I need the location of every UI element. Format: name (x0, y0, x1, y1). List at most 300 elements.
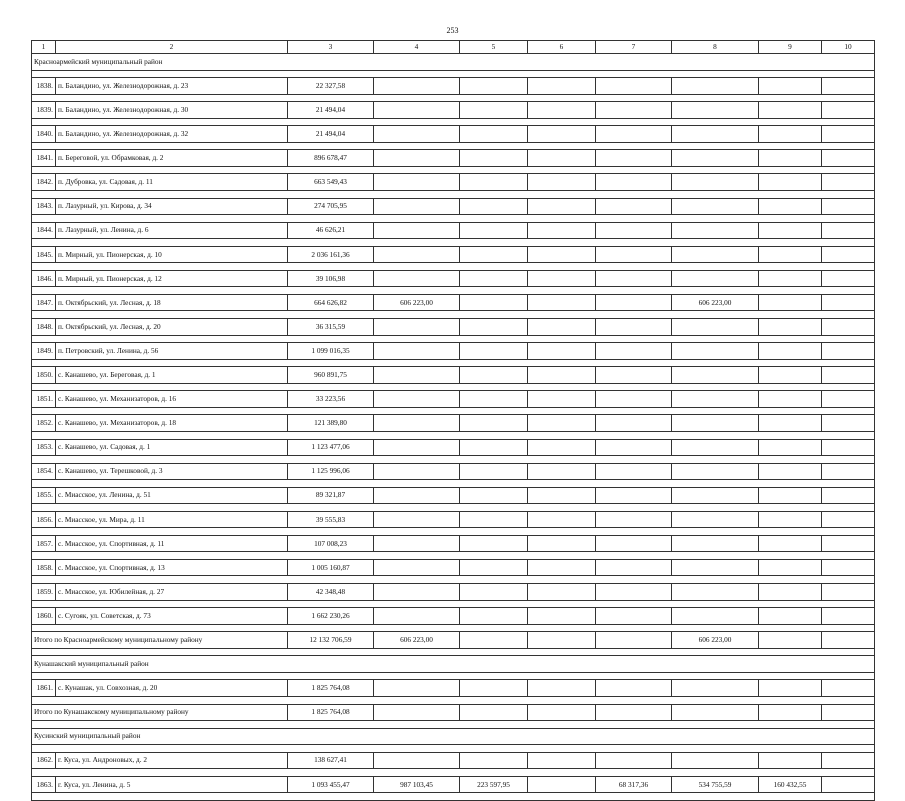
row-value-c3: 2 036 161,36 (288, 246, 374, 263)
column-header: 2 (56, 41, 288, 54)
row-value-c5 (460, 222, 528, 239)
row-value-c6 (528, 150, 596, 167)
row-value-c4 (374, 78, 460, 95)
row-address: п. Береговой, ул. Обрамковая, д. 2 (56, 150, 288, 167)
total-value-c7 (596, 632, 672, 649)
row-address: с. Канашево, ул. Береговая, д. 1 (56, 367, 288, 384)
spacer-row (32, 745, 875, 753)
total-value-c9 (759, 632, 822, 649)
row-number: 1851. (32, 391, 56, 408)
row-value-c3: 663 549,43 (288, 174, 374, 191)
spacer-row (32, 672, 875, 680)
row-value-c10 (822, 535, 875, 552)
table-row (32, 198, 875, 215)
spacer-row (32, 528, 875, 536)
row-value-c9 (759, 584, 822, 601)
row-number: 1849. (32, 343, 56, 360)
spacer-row (32, 721, 875, 729)
table-row (32, 608, 875, 625)
spacer-cell (32, 552, 875, 560)
row-value-c7 (596, 367, 672, 384)
row-value-c4 (374, 319, 460, 336)
row-address: с. Сугояк, ул. Советская, д. 73 (56, 608, 288, 625)
row-value-c4 (374, 126, 460, 143)
row-value-c5 (460, 198, 528, 215)
row-value-c9 (759, 102, 822, 119)
row-value-c9 (759, 391, 822, 408)
spacer-cell (32, 287, 875, 295)
row-number: 1843. (32, 198, 56, 215)
row-number: 1850. (32, 367, 56, 384)
row-value-c6 (528, 776, 596, 793)
row-value-c9 (759, 246, 822, 263)
row-value-c5 (460, 415, 528, 432)
row-value-c4 (374, 174, 460, 191)
row-value-c7 (596, 174, 672, 191)
row-value-c10 (822, 487, 875, 504)
row-value-c9 (759, 150, 822, 167)
row-value-c7 (596, 78, 672, 95)
row-value-c7 (596, 102, 672, 119)
row-value-c5 (460, 463, 528, 480)
section-title: Кусинский муниципальный район (32, 728, 875, 745)
row-address: п. Баландино, ул. Железнодорожная, д. 23 (56, 78, 288, 95)
row-value-c9 (759, 198, 822, 215)
row-value-c7 (596, 246, 672, 263)
row-value-c9 (759, 463, 822, 480)
row-value-c10 (822, 270, 875, 287)
row-value-c7 (596, 535, 672, 552)
row-value-c5 (460, 78, 528, 95)
table-row (32, 439, 875, 456)
row-value-c3: 121 389,80 (288, 415, 374, 432)
row-address: с. Кунашак, ул. Совхозная, д. 20 (56, 680, 288, 697)
row-value-c10 (822, 776, 875, 793)
row-value-c4 (374, 343, 460, 360)
column-header: 10 (822, 41, 875, 54)
spacer-row (32, 335, 875, 343)
row-value-c5 (460, 535, 528, 552)
row-value-c6 (528, 752, 596, 769)
spacer-row (32, 431, 875, 439)
row-value-c6 (528, 415, 596, 432)
row-value-c8 (672, 126, 759, 143)
row-value-c7 (596, 439, 672, 456)
total-value-c7 (596, 704, 672, 721)
table-row (32, 415, 875, 432)
section-title: Красноармейский муниципальный район (32, 54, 875, 71)
row-address: п. Октябрьский, ул. Лесная, д. 20 (56, 319, 288, 336)
row-value-c5 (460, 752, 528, 769)
spacer-row (32, 552, 875, 560)
row-value-c5: 223 597,95 (460, 776, 528, 793)
table-row (32, 680, 875, 697)
spacer-cell (32, 624, 875, 632)
spacer-cell (32, 335, 875, 343)
row-value-c10 (822, 463, 875, 480)
row-value-c4 (374, 246, 460, 263)
row-number: 1841. (32, 150, 56, 167)
row-value-c3: 21 494,04 (288, 102, 374, 119)
row-value-c10 (822, 415, 875, 432)
row-value-c7 (596, 198, 672, 215)
row-value-c6 (528, 174, 596, 191)
row-address: п. Октябрьский, ул. Лесная, д. 18 (56, 294, 288, 311)
spacer-cell (32, 239, 875, 247)
row-value-c4 (374, 198, 460, 215)
spacer-row (32, 383, 875, 391)
total-row (32, 704, 875, 721)
row-number: 1842. (32, 174, 56, 191)
row-address: п. Лазурный, ул. Кирова, д. 34 (56, 198, 288, 215)
row-value-c3: 138 627,41 (288, 752, 374, 769)
row-value-c3: 36 315,59 (288, 319, 374, 336)
spacer-row (32, 287, 875, 295)
row-value-c8 (672, 391, 759, 408)
row-value-c5 (460, 511, 528, 528)
spacer-row (32, 311, 875, 319)
row-value-c4 (374, 102, 460, 119)
row-value-c9 (759, 415, 822, 432)
table-row (32, 150, 875, 167)
row-address: с. Миасское, ул. Ленина, д. 51 (56, 487, 288, 504)
total-value-c4: 606 223,00 (374, 632, 460, 649)
section-header-row (32, 54, 875, 71)
row-value-c10 (822, 222, 875, 239)
row-value-c8 (672, 608, 759, 625)
row-value-c7 (596, 126, 672, 143)
row-value-c5 (460, 150, 528, 167)
row-value-c9 (759, 294, 822, 311)
row-value-c6 (528, 511, 596, 528)
spacer-cell (32, 118, 875, 126)
spacer-row (32, 94, 875, 102)
row-number: 1838. (32, 78, 56, 95)
row-value-c8 (672, 222, 759, 239)
row-value-c10 (822, 367, 875, 384)
spacer-cell (32, 696, 875, 704)
row-value-c7 (596, 559, 672, 576)
section-header-row (32, 728, 875, 745)
row-value-c10 (822, 174, 875, 191)
row-value-c4 (374, 439, 460, 456)
row-value-c7 (596, 511, 672, 528)
table-row (32, 487, 875, 504)
spacer-row (32, 793, 875, 801)
row-value-c8 (672, 415, 759, 432)
table-row (32, 102, 875, 119)
row-value-c4 (374, 584, 460, 601)
row-address: с. Миасское, ул. Юбилейная, д. 27 (56, 584, 288, 601)
row-value-c8 (672, 559, 759, 576)
row-value-c9 (759, 174, 822, 191)
row-value-c7 (596, 319, 672, 336)
row-value-c6 (528, 270, 596, 287)
row-value-c10 (822, 559, 875, 576)
row-number: 1845. (32, 246, 56, 263)
row-value-c10 (822, 608, 875, 625)
row-value-c5 (460, 559, 528, 576)
row-value-c8 (672, 343, 759, 360)
row-value-c5 (460, 439, 528, 456)
row-value-c10 (822, 319, 875, 336)
row-value-c5 (460, 391, 528, 408)
row-address: г. Куса, ул. Ленина, д. 5 (56, 776, 288, 793)
row-value-c8 (672, 367, 759, 384)
row-value-c10 (822, 511, 875, 528)
spacer-cell (32, 407, 875, 415)
repair-cost-table (31, 40, 875, 801)
row-value-c6 (528, 126, 596, 143)
row-number: 1848. (32, 319, 56, 336)
total-value-c9 (759, 704, 822, 721)
spacer-row (32, 600, 875, 608)
spacer-cell (32, 528, 875, 536)
column-header: 6 (528, 41, 596, 54)
row-value-c10 (822, 294, 875, 311)
total-value-c10 (822, 632, 875, 649)
row-value-c3: 21 494,04 (288, 126, 374, 143)
total-value-c6 (528, 704, 596, 721)
row-value-c5 (460, 680, 528, 697)
table-row (32, 246, 875, 263)
row-value-c8 (672, 752, 759, 769)
row-value-c4 (374, 270, 460, 287)
row-value-c6 (528, 294, 596, 311)
row-address: п. Баландино, ул. Железнодорожная, д. 30 (56, 102, 288, 119)
row-value-c5 (460, 319, 528, 336)
row-value-c10 (822, 584, 875, 601)
table-row (32, 78, 875, 95)
total-label: Итого по Красноармейскому муниципальному району (32, 632, 288, 649)
row-value-c6 (528, 343, 596, 360)
row-value-c7 (596, 463, 672, 480)
row-value-c6 (528, 487, 596, 504)
row-value-c3: 1 005 160,87 (288, 559, 374, 576)
row-number: 1860. (32, 608, 56, 625)
row-value-c8 (672, 511, 759, 528)
spacer-row (32, 576, 875, 584)
section-title: Кунашакский муниципальный район (32, 656, 875, 673)
row-number: 1853. (32, 439, 56, 456)
row-value-c7: 68 317,36 (596, 776, 672, 793)
row-number: 1839. (32, 102, 56, 119)
row-value-c7 (596, 680, 672, 697)
row-value-c6 (528, 559, 596, 576)
row-value-c9 (759, 439, 822, 456)
row-value-c3: 1 093 455,47 (288, 776, 374, 793)
column-header: 5 (460, 41, 528, 54)
spacer-row (32, 504, 875, 512)
table-row (32, 294, 875, 311)
row-address: с. Миасское, ул. Спортивная, д. 11 (56, 535, 288, 552)
row-value-c7 (596, 150, 672, 167)
table-row (32, 270, 875, 287)
row-value-c10 (822, 680, 875, 697)
row-address: с. Канашево, ул. Механизаторов, д. 16 (56, 391, 288, 408)
spacer-row (32, 166, 875, 174)
spacer-row (32, 142, 875, 150)
row-value-c10 (822, 439, 875, 456)
row-address: с. Канашево, ул. Механизаторов, д. 18 (56, 415, 288, 432)
row-number: 1862. (32, 752, 56, 769)
row-value-c6 (528, 680, 596, 697)
page-number: 253 (446, 26, 459, 35)
row-number: 1844. (32, 222, 56, 239)
row-value-c3: 1 125 996,06 (288, 463, 374, 480)
spacer-row (32, 239, 875, 247)
row-value-c3: 1 662 230,26 (288, 608, 374, 625)
spacer-cell (32, 383, 875, 391)
table-row (32, 319, 875, 336)
row-value-c3: 33 223,56 (288, 391, 374, 408)
row-value-c6 (528, 463, 596, 480)
row-address: п. Дубровка, ул. Садовая, д. 11 (56, 174, 288, 191)
row-value-c9 (759, 270, 822, 287)
row-value-c8 (672, 174, 759, 191)
row-value-c8 (672, 439, 759, 456)
row-value-c4: 606 223,00 (374, 294, 460, 311)
row-value-c3: 664 626,82 (288, 294, 374, 311)
row-value-c10 (822, 126, 875, 143)
row-value-c10 (822, 150, 875, 167)
row-value-c7 (596, 415, 672, 432)
row-value-c10 (822, 102, 875, 119)
row-value-c6 (528, 584, 596, 601)
table-row (32, 222, 875, 239)
row-number: 1861. (32, 680, 56, 697)
row-value-c8 (672, 487, 759, 504)
spacer-cell (32, 721, 875, 729)
row-value-c7 (596, 584, 672, 601)
row-value-c3: 274 705,95 (288, 198, 374, 215)
row-value-c5 (460, 270, 528, 287)
row-value-c3: 22 327,58 (288, 78, 374, 95)
section-header-row (32, 656, 875, 673)
row-value-c9 (759, 78, 822, 95)
row-value-c3: 107 008,23 (288, 535, 374, 552)
spacer-row (32, 624, 875, 632)
total-value-c6 (528, 632, 596, 649)
total-value-c5 (460, 632, 528, 649)
row-number: 1858. (32, 559, 56, 576)
spacer-row (32, 190, 875, 198)
row-address: п. Петровский, ул. Ленина, д. 56 (56, 343, 288, 360)
row-value-c3: 1 825 764,08 (288, 680, 374, 697)
row-value-c5 (460, 126, 528, 143)
row-value-c9 (759, 487, 822, 504)
row-value-c9 (759, 319, 822, 336)
row-value-c6 (528, 198, 596, 215)
spacer-row (32, 359, 875, 367)
row-value-c10 (822, 78, 875, 95)
spacer-cell (32, 480, 875, 488)
spacer-cell (32, 190, 875, 198)
row-value-c8 (672, 246, 759, 263)
row-value-c10 (822, 198, 875, 215)
row-value-c8 (672, 584, 759, 601)
row-value-c7 (596, 270, 672, 287)
spacer-row (32, 263, 875, 271)
row-value-c3: 896 678,47 (288, 150, 374, 167)
table-row (32, 535, 875, 552)
spacer-row (32, 407, 875, 415)
row-value-c5 (460, 294, 528, 311)
total-value-c5 (460, 704, 528, 721)
row-value-c7 (596, 752, 672, 769)
row-address: п. Лазурный, ул. Ленина, д. 6 (56, 222, 288, 239)
row-value-c9 (759, 680, 822, 697)
column-header: 7 (596, 41, 672, 54)
row-value-c8: 606 223,00 (672, 294, 759, 311)
row-address: п. Баландино, ул. Железнодорожная, д. 32 (56, 126, 288, 143)
spacer-cell (32, 94, 875, 102)
row-number: 1855. (32, 487, 56, 504)
table-row (32, 391, 875, 408)
row-value-c8 (672, 150, 759, 167)
row-value-c8 (672, 270, 759, 287)
row-value-c8 (672, 680, 759, 697)
spacer-row (32, 696, 875, 704)
row-address: с. Миасское, ул. Спортивная, д. 13 (56, 559, 288, 576)
row-value-c7 (596, 222, 672, 239)
row-value-c10 (822, 343, 875, 360)
row-value-c5 (460, 174, 528, 191)
spacer-cell (32, 359, 875, 367)
row-value-c4 (374, 150, 460, 167)
row-value-c4: 987 103,45 (374, 776, 460, 793)
row-value-c3: 39 555,83 (288, 511, 374, 528)
row-address: с. Канашево, ул. Садовая, д. 1 (56, 439, 288, 456)
row-value-c8 (672, 319, 759, 336)
row-value-c8 (672, 102, 759, 119)
row-value-c8 (672, 463, 759, 480)
spacer-row (32, 70, 875, 78)
table-row (32, 559, 875, 576)
spacer-row (32, 480, 875, 488)
row-value-c4 (374, 463, 460, 480)
row-value-c8 (672, 78, 759, 95)
total-label: Итого по Кунашакскому муниципальному району (32, 704, 288, 721)
row-value-c6 (528, 367, 596, 384)
row-value-c3: 46 626,21 (288, 222, 374, 239)
row-value-c6 (528, 608, 596, 625)
table-row (32, 367, 875, 384)
spacer-row (32, 456, 875, 464)
row-value-c5 (460, 367, 528, 384)
row-number: 1840. (32, 126, 56, 143)
row-value-c10 (822, 391, 875, 408)
total-value-c10 (822, 704, 875, 721)
column-header: 3 (288, 41, 374, 54)
table-row (32, 343, 875, 360)
row-value-c7 (596, 487, 672, 504)
spacer-row (32, 648, 875, 656)
row-value-c9 (759, 222, 822, 239)
spacer-cell (32, 142, 875, 150)
total-value-c4 (374, 704, 460, 721)
row-value-c4 (374, 415, 460, 432)
row-value-c9 (759, 752, 822, 769)
spacer-cell (32, 431, 875, 439)
row-value-c4 (374, 391, 460, 408)
table-row (32, 126, 875, 143)
row-value-c9 (759, 559, 822, 576)
table-row (32, 752, 875, 769)
table-row (32, 511, 875, 528)
row-number: 1854. (32, 463, 56, 480)
spacer-cell (32, 600, 875, 608)
